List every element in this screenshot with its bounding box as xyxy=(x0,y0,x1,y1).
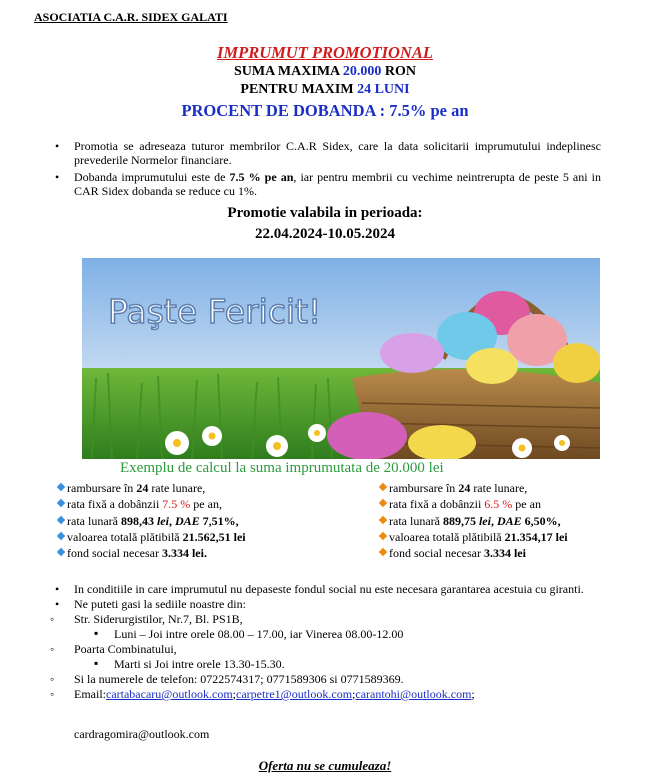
max-period-value: 24 LUNI xyxy=(357,82,410,97)
left-rate-label: rata fixă a dobânzii xyxy=(67,497,163,512)
right-dae-label: DAE xyxy=(496,513,522,528)
email-label: Email: xyxy=(74,687,106,701)
offer-footer: Oferta nu se cumuleaza! xyxy=(258,758,392,773)
eligibility-item: • Promotia se adreseaza tuturor membrilor C.A.R Sidex, care la data solicitarii imprumutului indeplinesc prevederile Normelor financiare. xyxy=(74,139,601,167)
locations-intro: • Ne puteti gasi la sediile noastre din: xyxy=(74,597,614,611)
left-rate-suffix: pe an, xyxy=(190,497,222,512)
left-repayment xyxy=(56,480,246,496)
right-monthly-sep: , xyxy=(490,513,497,528)
max-period xyxy=(0,82,650,98)
left-social-fund xyxy=(56,545,246,561)
promo-period-label: Promotie valabila in perioada: xyxy=(227,205,423,221)
max-amount-currency: RON xyxy=(381,64,416,79)
email-contacts: ◦ Email:cartabacaru@outlook.com;carpetre1@outlook.com;carantohi@outlook.com; xyxy=(74,687,614,701)
left-repayment-count: 24 xyxy=(136,481,149,495)
left-dae-value: 7,51%, xyxy=(199,513,239,528)
conditions-list xyxy=(74,582,614,702)
max-amount-value: 20.000 xyxy=(342,64,382,79)
interest-rate: PROCENT DE DOBANDA : 7.5% pe an xyxy=(181,101,469,120)
right-social-fund-label: fond social necesar xyxy=(389,546,484,561)
left-monthly xyxy=(56,513,246,529)
right-total-label: valoarea totală plătibilă xyxy=(389,529,505,544)
right-rate-value: 6.5 % xyxy=(484,497,513,512)
right-monthly xyxy=(378,513,568,529)
example-left-list xyxy=(56,480,246,561)
calculation-title: Exemplu de calcul la suma imprumutata de 20.000 lei xyxy=(120,460,444,476)
left-social-fund-label: fond social necesar xyxy=(67,546,162,561)
interest-item-rate: 7.5 % pe an xyxy=(229,170,294,184)
left-monthly-sep: , xyxy=(168,513,175,528)
email-link-carantohi[interactable]: carantohi@outlook.com xyxy=(355,687,472,701)
left-monthly-currency: lei xyxy=(156,513,169,528)
left-total-value: 21.562,51 lei xyxy=(182,529,246,544)
right-repayment-label: rambursare în xyxy=(389,481,459,495)
eligibility-list xyxy=(74,139,601,201)
right-rate xyxy=(378,496,568,512)
offer-title: IMPRUMUT PROMOTIONAL xyxy=(217,43,433,62)
right-social-fund xyxy=(378,545,568,561)
email-link-carpetre1[interactable]: carpetre1@outlook.com xyxy=(236,687,353,701)
right-total xyxy=(378,529,568,545)
promo-period-dates: 22.04.2024-10.05.2024 xyxy=(255,226,395,242)
address-poarta-combinatului: ◦ Poarta Combinatului, xyxy=(74,642,614,656)
right-rate-suffix: pe an xyxy=(512,497,541,512)
right-dae-value: 6,50%, xyxy=(521,513,561,528)
example-right-list xyxy=(378,480,568,561)
right-rate-label: rata fixă a dobânzii xyxy=(389,497,485,512)
left-rate xyxy=(56,496,246,512)
left-rate-value: 7.5 % xyxy=(162,497,191,512)
organization-name: ASOCIATIA C.A.R. SIDEX GALATI xyxy=(34,10,228,24)
easter-banner xyxy=(82,258,600,459)
easter-banner-image xyxy=(82,258,600,459)
left-total-label: valoarea totală plătibilă xyxy=(67,529,183,544)
max-amount xyxy=(0,64,650,80)
hours-siderurgistilor: ▪ Luni – Joi intre orele 08.00 – 17.00, iar Vinerea 08.00-12.00 xyxy=(74,627,614,641)
interest-item-text: Dobanda imprumutului este de xyxy=(74,170,230,184)
interest-item-text-end: , iar pentru membrii cu vechime neintrerupta de peste 5 ani in CAR Sidex dobanda se reduce cu 1%. xyxy=(74,170,601,198)
left-monthly-label: rata lunară xyxy=(67,513,121,528)
email-link-cartabacaru[interactable]: cartabacaru@outlook.com xyxy=(106,687,233,701)
right-social-fund-value: 3.334 lei xyxy=(483,546,526,561)
right-total-value: 21.354,17 lei xyxy=(504,529,568,544)
left-monthly-value: 898,43 xyxy=(120,513,157,528)
phone-numbers: ◦ Si la numerele de telefon: 0722574317; 0771589306 si 0771589369. xyxy=(74,672,614,686)
right-monthly-label: rata lunară xyxy=(389,513,443,528)
hours-poarta-combinatului: ▪ Marti si Joi intre orele 13.30-15.30. xyxy=(74,657,614,671)
left-dae-label: DAE xyxy=(174,513,200,528)
left-total xyxy=(56,529,246,545)
right-monthly-currency: lei xyxy=(478,513,491,528)
email-cardragomira: cardragomira@outlook.com xyxy=(74,727,210,741)
max-amount-label: SUMA MAXIMA xyxy=(233,64,343,79)
max-period-label: PENTRU MAXIM xyxy=(240,82,358,97)
interest-item xyxy=(74,170,601,198)
address-siderurgistilor: ◦ Str. Siderurgistilor, Nr.7, Bl. PS1B, xyxy=(74,612,614,626)
banner-greeting: Paşte Fericit! xyxy=(108,292,322,331)
left-social-fund-value: 3.334 lei. xyxy=(161,546,207,561)
right-repayment-suffix: rate lunare, xyxy=(470,481,528,495)
right-repayment xyxy=(378,480,568,496)
right-repayment-count: 24 xyxy=(458,481,471,495)
right-monthly-value: 889,75 xyxy=(442,513,479,528)
left-repayment-label: rambursare în xyxy=(67,481,137,495)
guarantee-note: • In conditiile in care imprumutul nu depaseste fondul social nu este necesara garantarea acestuia cu giranti. xyxy=(74,582,614,596)
left-repayment-suffix: rate lunare, xyxy=(148,481,206,495)
